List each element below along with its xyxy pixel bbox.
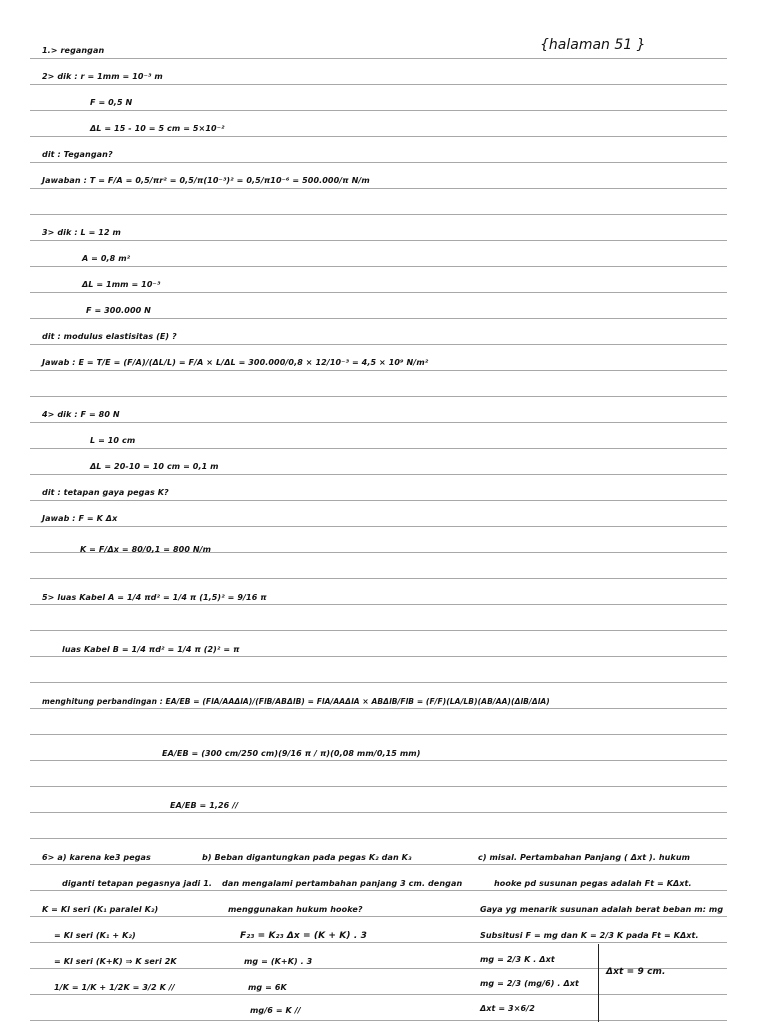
ruled-line: [30, 838, 727, 839]
ruled-line: [30, 1020, 727, 1021]
problem-6c-line-1: c) misal. Pertambahan Panjang ( Δxt ). hukum: [478, 853, 691, 862]
problem-4-answer: K = F/Δx = 80/0,1 = 800 N/m: [80, 545, 212, 554]
ruled-line: [30, 474, 727, 475]
problem-4-asked: dit : tetapan gaya pegas K?: [42, 488, 169, 497]
problem-6a-line-3: K = Kl seri (K₁ paralel K₂): [42, 905, 159, 914]
problem-6b-line-6: mg = 6K: [248, 983, 287, 992]
problem-2-given-r: 2> dik : r = 1mm = 10⁻³ m: [42, 72, 163, 81]
ruled-line: [30, 58, 727, 59]
ruled-line: [30, 890, 727, 891]
ruled-line: [30, 500, 727, 501]
ruled-line: [30, 864, 727, 865]
ruled-line: [30, 136, 727, 137]
problem-6b-line-2: dan mengalami pertambahan panjang 3 cm. dengan: [222, 879, 463, 888]
problem-6c-line-3: Gaya yg menarik susunan adalah berat beban m: mg: [480, 905, 724, 914]
problem-6b-line-5: mg = (K+K) . 3: [244, 957, 313, 966]
ruled-line: [30, 448, 727, 449]
problem-6c-line-2: hooke pd susunan pegas adalah Ft = KΔxt.: [494, 879, 692, 888]
ruled-line: [30, 84, 727, 85]
ruled-line: [30, 396, 727, 397]
ruled-line: [30, 240, 727, 241]
problem-6c-line-7: Δxt = 3×6/2: [480, 1004, 535, 1013]
problem-2-answer: Jawaban : T = F/A = 0,5/πr² = 0,5/π(10⁻³)² = 0,5/π10⁻⁶ = 500.000/π N/m: [42, 176, 370, 185]
problem-6b-line-1: b) Beban digantungkan pada pegas K₂ dan K₃: [202, 853, 412, 862]
problem-4-given-dl: ΔL = 20-10 = 10 cm = 0,1 m: [90, 462, 219, 471]
problem-6a-line-1: 6> a) karena ke3 pegas: [42, 853, 151, 862]
problem-3-answer: Jawab : E = T/E = (F/A)/(ΔL/L) = F/A × L/ΔL = 300.000/0,8 × 12/10⁻³ = 4,5 × 10⁹ N/m²: [42, 358, 429, 367]
problem-6b-line-4: F₂₃ = K₂₃ Δx = (K + K) . 3: [240, 931, 367, 941]
ruled-line: [30, 162, 727, 163]
problem-2-asked: dit : Tegangan?: [42, 150, 113, 159]
problem-6c-line-4: Subsitusi F = mg dan K = 2/3 K pada Ft = KΔxt.: [480, 931, 699, 940]
ruled-line: [30, 188, 727, 189]
ruled-line: [30, 682, 727, 683]
ruled-line: [30, 604, 727, 605]
problem-4-formula: Jawab : F = K Δx: [42, 514, 118, 523]
problem-3-given-dl: ΔL = 1mm = 10⁻³: [82, 280, 161, 289]
ruled-line: [30, 344, 727, 345]
ruled-line: [30, 370, 727, 371]
ruled-line: [30, 708, 727, 709]
ruled-line: [30, 630, 727, 631]
ruled-line: [30, 656, 727, 657]
ruled-line: [30, 214, 727, 215]
problem-6a-line-6: 1/K = 1/K + 1/2K = 3/2 K //: [54, 983, 175, 992]
ruled-line: [30, 266, 727, 267]
problem-4-given-l: L = 10 cm: [90, 436, 136, 445]
problem-4-given-f: 4> dik : F = 80 N: [42, 410, 120, 419]
problem-3-asked: dit : modulus elastisitas (E) ?: [42, 332, 177, 341]
ruled-line: [30, 292, 727, 293]
problem-2-given-f: F = 0,5 N: [90, 98, 133, 107]
problem-2-given-dl: ΔL = 15 - 10 = 5 cm = 5×10⁻²: [90, 124, 225, 133]
problem-6a-line-5: = Kl seri (K+K) ⇒ K seri 2K: [54, 957, 177, 966]
problem-5-area-b: luas Kabel B = 1/4 πd² = 1/4 π (2)² = π: [62, 645, 240, 654]
problem-3-given-f: F = 300.000 N: [86, 306, 151, 315]
ruled-line: [30, 526, 727, 527]
problem-1-heading: 1.> regangan: [42, 46, 105, 55]
ruled-line: [30, 916, 727, 917]
problem-6b-line-3: menggunakan hukum hooke?: [228, 905, 363, 914]
ruled-line: [30, 812, 727, 813]
problem-3-given-l: 3> dik : L = 12 m: [42, 228, 121, 237]
ruled-line: [30, 760, 727, 761]
ruled-line: [30, 994, 727, 995]
problem-6c-result: Δxt = 9 cm.: [606, 967, 666, 977]
column-divider: [598, 944, 599, 1022]
problem-3-given-a: A = 0,8 m²: [82, 254, 131, 263]
problem-5-ratio: menghitung perbandingan : EA/EB = (FlA/AAΔlA)/(FlB/ABΔlB) = FlA/AAΔlA × ABΔlB/FlB = (F/F)(LA/LB)(AB/AA)(ΔlB/ΔlA): [42, 697, 550, 706]
problem-6b-line-7: mg/6 = K //: [250, 1006, 301, 1015]
ruled-line: [30, 734, 727, 735]
problem-5-area-a: 5> luas Kabel A = 1/4 πd² = 1/4 π (1,5)² = 9/16 π: [42, 593, 267, 602]
problem-6a-line-2: diganti tetapan pegasnya jadi 1.: [62, 879, 213, 888]
problem-5-ratio-values: EA/EB = (300 cm/250 cm)(9/16 π / π)(0,08 mm/0,15 mm): [162, 749, 421, 758]
ruled-line: [30, 318, 727, 319]
ruled-line: [30, 422, 727, 423]
ruled-line: [30, 110, 727, 111]
page-number: {halaman 51 }: [540, 37, 646, 53]
problem-6a-line-4: = Kl seri (K₁ + K₂): [54, 931, 136, 940]
problem-6c-line-6: mg = 2/3 (mg/6) . Δxt: [480, 979, 579, 988]
ruled-line: [30, 786, 727, 787]
ruled-line: [30, 942, 727, 943]
ruled-line: [30, 578, 727, 579]
problem-5-result: EA/EB = 1,26 //: [170, 801, 239, 810]
problem-6c-line-5: mg = 2/3 K . Δxt: [480, 955, 555, 964]
